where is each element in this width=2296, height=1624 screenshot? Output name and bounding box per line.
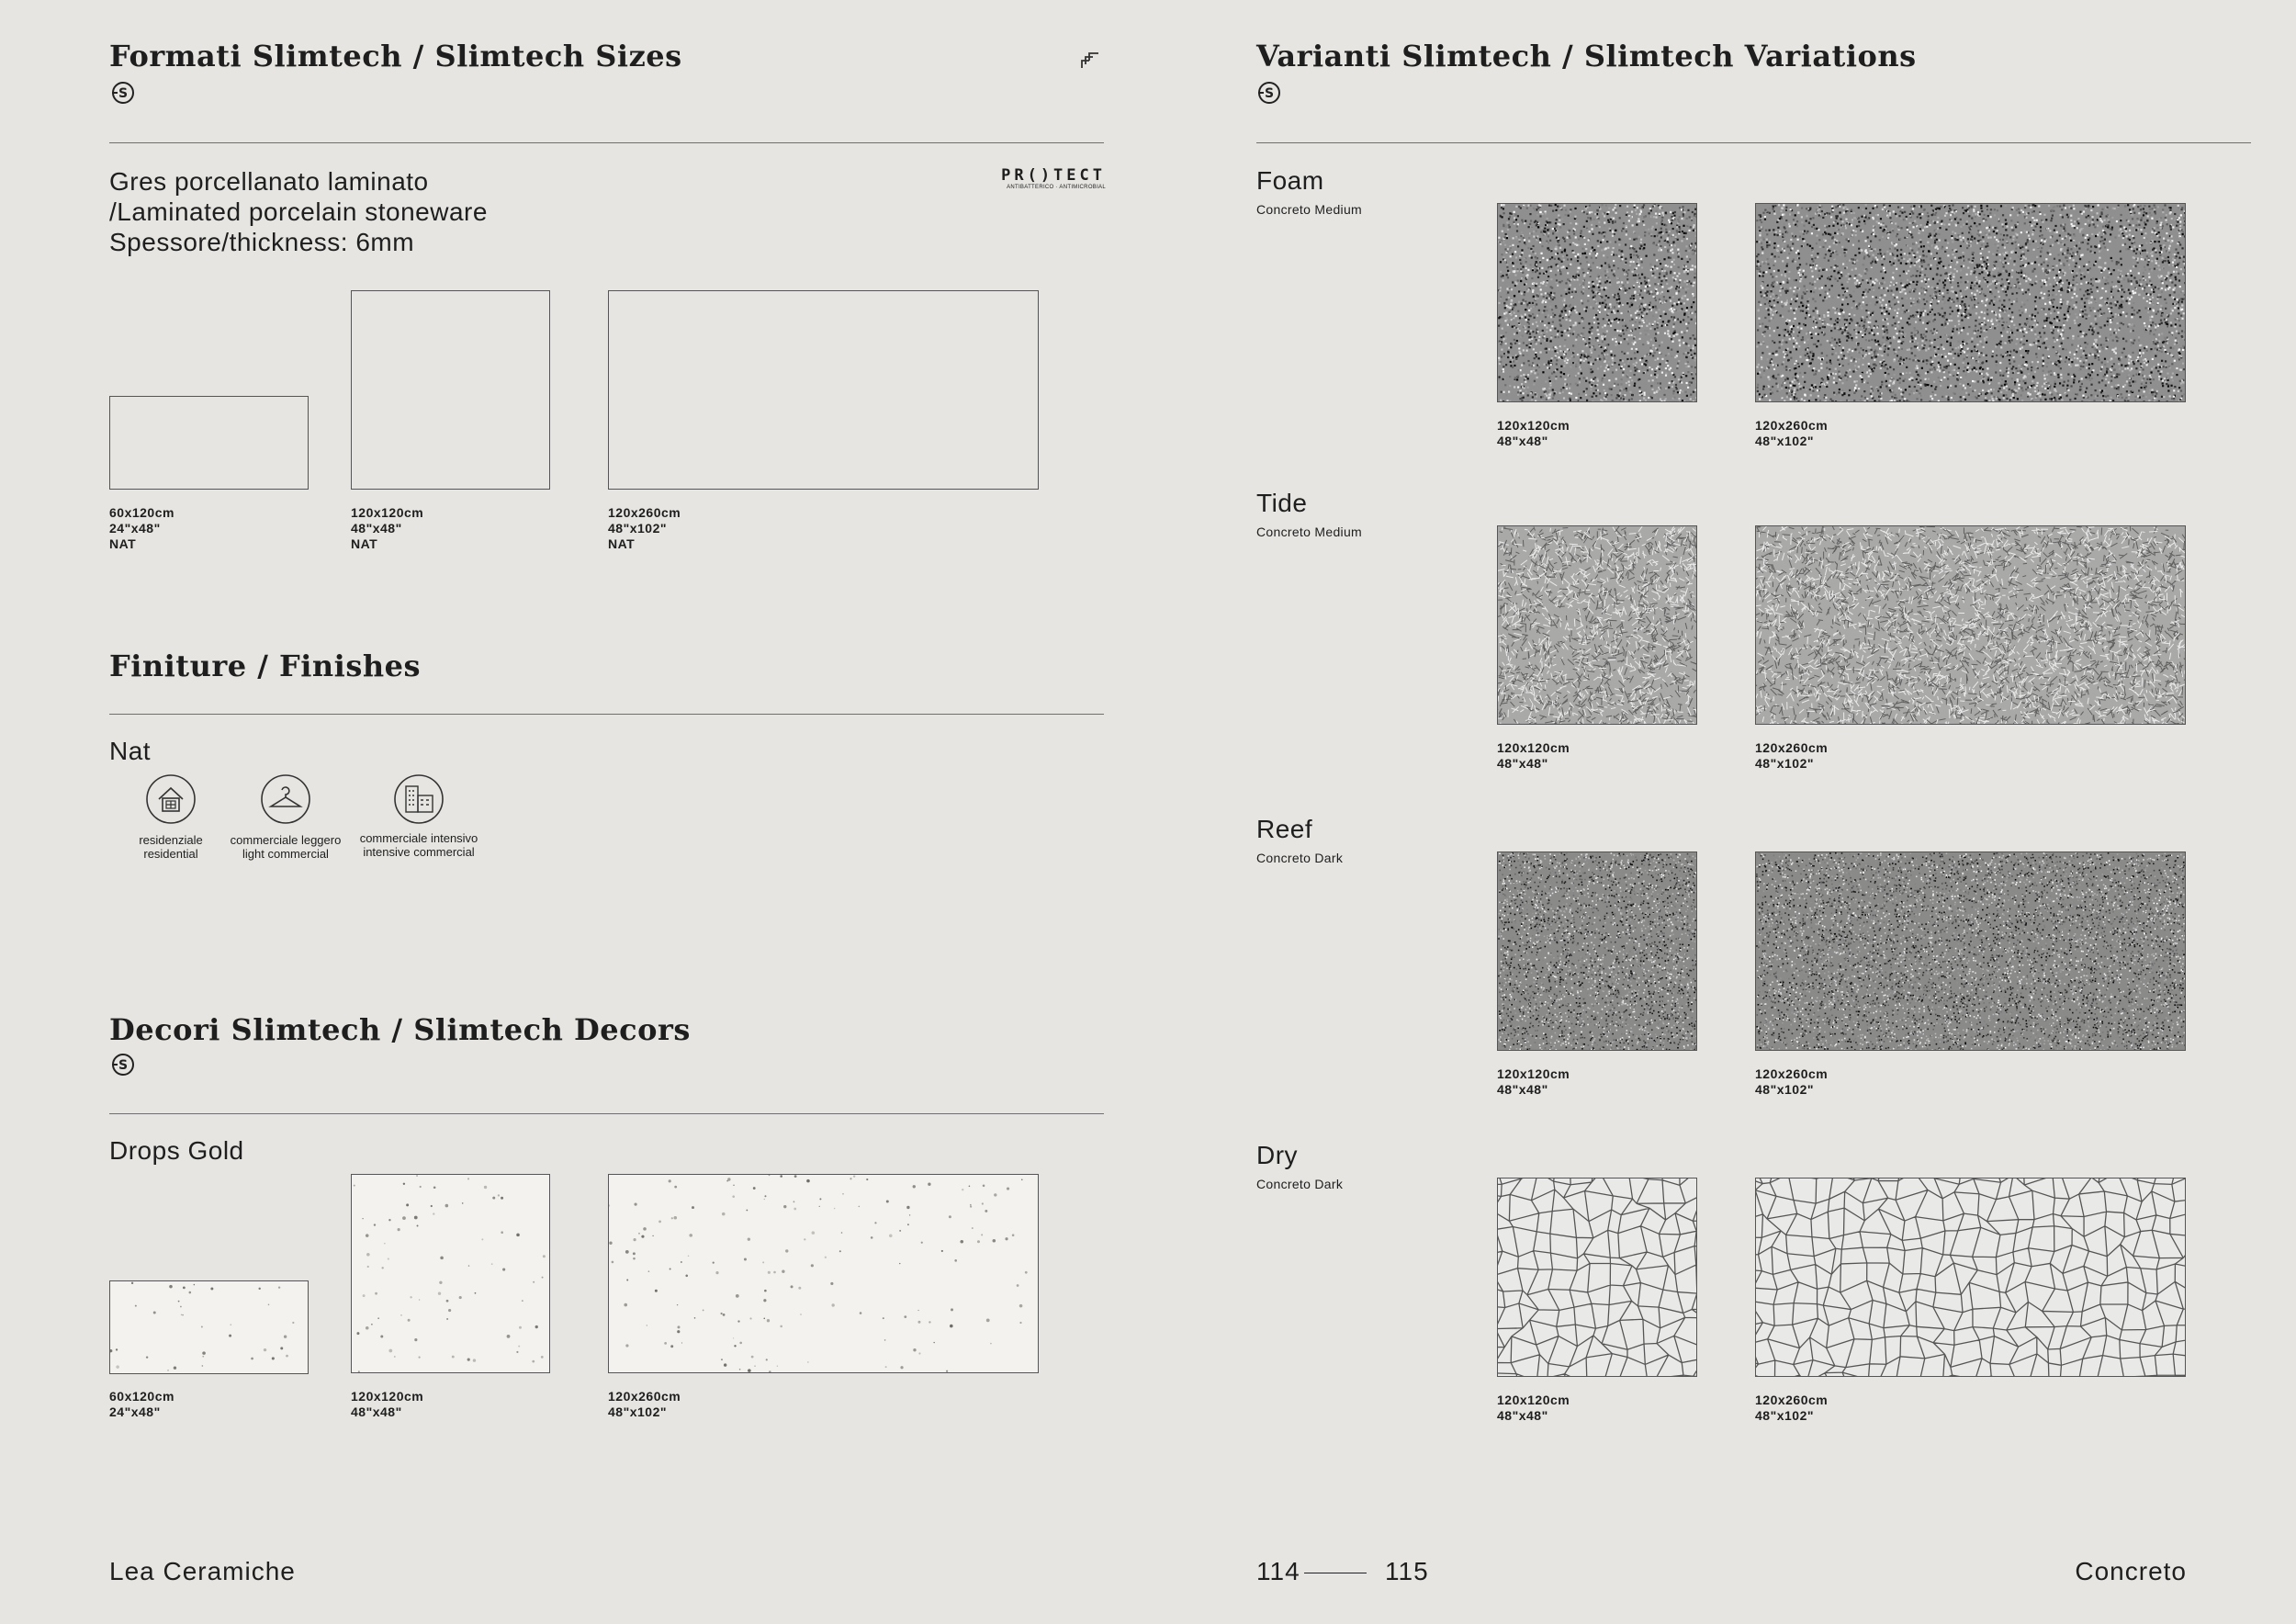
divider bbox=[1256, 142, 2251, 143]
variation-tile-tide-rect bbox=[1755, 525, 2186, 725]
size-in: 48"x102" bbox=[1755, 1408, 1828, 1424]
divider bbox=[109, 1113, 1104, 1114]
tide-pattern bbox=[1498, 526, 1696, 724]
size-cm: 120x120cm bbox=[351, 505, 423, 521]
size-in: 48"x48" bbox=[351, 1404, 423, 1420]
tide-pattern bbox=[1756, 526, 2185, 724]
svg-text:S: S bbox=[1265, 86, 1274, 101]
drops-gold-pattern bbox=[352, 1175, 549, 1372]
decor-size-label bbox=[351, 1389, 423, 1420]
size-in: 48"x48" bbox=[1497, 1082, 1570, 1098]
drops-gold-pattern bbox=[110, 1281, 308, 1373]
size-in: 48"x48" bbox=[1497, 434, 1570, 449]
reef-pattern bbox=[1756, 852, 2185, 1050]
size-cm: 120x260cm bbox=[1755, 418, 1828, 434]
variation-name: Dry bbox=[1256, 1141, 1298, 1170]
finish-name: Nat bbox=[109, 737, 151, 766]
size-cm: 120x260cm bbox=[1755, 1393, 1828, 1408]
material-line: Spessore/thickness: 6mm bbox=[109, 227, 488, 257]
size-in: 48"x102" bbox=[1755, 1082, 1828, 1098]
decor-tile-120x260 bbox=[608, 1174, 1039, 1373]
size-box-60x120 bbox=[109, 396, 309, 490]
finish-label-it: commerciale leggero bbox=[212, 833, 359, 847]
size-cm: 120x260cm bbox=[1755, 740, 1828, 756]
material-description bbox=[109, 166, 488, 257]
variation-tile-reef-rect bbox=[1755, 851, 2186, 1051]
size-cm: 120x120cm bbox=[1497, 1066, 1570, 1082]
size-label bbox=[351, 505, 423, 552]
brand-name: Lea Ceramiche bbox=[109, 1557, 296, 1586]
section-name: Concreto bbox=[2075, 1557, 2187, 1586]
svg-text:S: S bbox=[118, 1058, 128, 1073]
variation-size-label bbox=[1497, 1393, 1570, 1424]
size-box-120x260 bbox=[608, 290, 1039, 490]
size-in: 24"x48" bbox=[109, 521, 174, 536]
size-box-120x120 bbox=[351, 290, 550, 490]
finishes-title: Finiture / Finishes bbox=[109, 648, 421, 683]
finish-label-en: intensive commercial bbox=[345, 845, 492, 859]
svg-text:S: S bbox=[118, 86, 128, 101]
decor-tile-60x120 bbox=[109, 1280, 309, 1374]
size-cm: 60x120cm bbox=[109, 1389, 174, 1404]
variations-title: Varianti Slimtech / Slimtech Variations bbox=[1256, 39, 1917, 73]
size-cm: 120x260cm bbox=[608, 505, 681, 521]
variation-subtitle: Concreto Dark bbox=[1256, 851, 1343, 865]
variation-size-label bbox=[1755, 1393, 1828, 1424]
slimtech-s-icon bbox=[108, 1051, 136, 1078]
variation-name: Foam bbox=[1256, 166, 1324, 196]
finish-label-en: light commercial bbox=[212, 847, 359, 861]
decors-title: Decori Slimtech / Slimtech Decors bbox=[109, 1012, 691, 1047]
size-in: 48"x102" bbox=[1755, 434, 1828, 449]
dry-pattern bbox=[1756, 1179, 2185, 1376]
size-cm: 120x260cm bbox=[1755, 1066, 1828, 1082]
variation-tile-dry-rect bbox=[1755, 1178, 2186, 1377]
foam-pattern bbox=[1498, 204, 1696, 401]
decor-size-label bbox=[608, 1389, 681, 1420]
house-icon bbox=[145, 773, 197, 825]
size-cm: 120x260cm bbox=[608, 1389, 681, 1404]
size-in: 48"x102" bbox=[1755, 756, 1828, 772]
size-cm: 120x120cm bbox=[351, 1389, 423, 1404]
variation-subtitle: Concreto Medium bbox=[1256, 202, 1362, 217]
divider bbox=[109, 714, 1104, 715]
sizes-title: Formati Slimtech / Slimtech Sizes bbox=[109, 39, 682, 73]
size-label bbox=[608, 505, 681, 552]
variation-tile-dry-square bbox=[1497, 1178, 1697, 1377]
slimtech-s-icon bbox=[108, 79, 136, 107]
finish-label-it: commerciale intensivo bbox=[345, 831, 492, 845]
size-in: 24"x48" bbox=[109, 1404, 174, 1420]
dry-pattern bbox=[1498, 1179, 1696, 1376]
variation-tile-foam-rect bbox=[1755, 203, 2186, 402]
decor-name: Drops Gold bbox=[109, 1136, 244, 1166]
size-cm: 120x120cm bbox=[1497, 740, 1570, 756]
size-cm: 60x120cm bbox=[109, 505, 174, 521]
decor-tile-120x120 bbox=[351, 1174, 550, 1373]
size-in: 48"x102" bbox=[608, 1404, 681, 1420]
variation-tile-foam-square bbox=[1497, 203, 1697, 402]
finish-label bbox=[345, 831, 492, 859]
variation-size-label bbox=[1497, 1066, 1570, 1098]
reef-pattern bbox=[1498, 852, 1696, 1050]
page-number-left: 114 bbox=[1256, 1557, 1300, 1586]
variation-tile-tide-square bbox=[1497, 525, 1697, 725]
size-label bbox=[109, 505, 174, 552]
variation-name: Reef bbox=[1256, 815, 1312, 844]
stack-corner-icon bbox=[1080, 50, 1102, 70]
drops-gold-pattern bbox=[609, 1175, 1038, 1372]
finish-label bbox=[212, 833, 359, 861]
variation-name: Tide bbox=[1256, 489, 1307, 518]
size-in: 48"x48" bbox=[1497, 1408, 1570, 1424]
variation-size-label bbox=[1497, 740, 1570, 772]
size-in: 48"x48" bbox=[1497, 756, 1570, 772]
protect-logo-word: PR()TECT bbox=[983, 167, 1106, 184]
variation-subtitle: Concreto Medium bbox=[1256, 524, 1362, 539]
decor-size-label bbox=[109, 1389, 174, 1420]
divider bbox=[109, 142, 1104, 143]
buildings-icon bbox=[393, 773, 445, 825]
protect-logo-tagline: ANTIBATTERICO · ANTIMICROBIAL bbox=[983, 184, 1106, 191]
hanger-icon bbox=[260, 773, 311, 825]
page-number-right: 115 bbox=[1385, 1557, 1429, 1586]
variation-size-label bbox=[1497, 418, 1570, 449]
size-finish: NAT bbox=[351, 536, 423, 552]
variation-tile-reef-square bbox=[1497, 851, 1697, 1051]
material-line: /Laminated porcelain stoneware bbox=[109, 197, 488, 227]
size-in: 48"x48" bbox=[351, 521, 423, 536]
variation-subtitle: Concreto Dark bbox=[1256, 1177, 1343, 1191]
size-cm: 120x120cm bbox=[1497, 1393, 1570, 1408]
size-cm: 120x120cm bbox=[1497, 418, 1570, 434]
protect-logo bbox=[983, 167, 1106, 191]
variation-size-label bbox=[1755, 740, 1828, 772]
foam-pattern bbox=[1756, 204, 2185, 401]
material-line: Gres porcellanato laminato bbox=[109, 166, 488, 197]
size-in: 48"x102" bbox=[608, 521, 681, 536]
variation-size-label bbox=[1755, 1066, 1828, 1098]
finish-label-en: residential bbox=[97, 847, 244, 861]
size-finish: NAT bbox=[608, 536, 681, 552]
slimtech-s-icon bbox=[1255, 79, 1282, 107]
finish-label-it: residenziale bbox=[97, 833, 244, 847]
size-finish: NAT bbox=[109, 536, 174, 552]
variation-size-label bbox=[1755, 418, 1828, 449]
